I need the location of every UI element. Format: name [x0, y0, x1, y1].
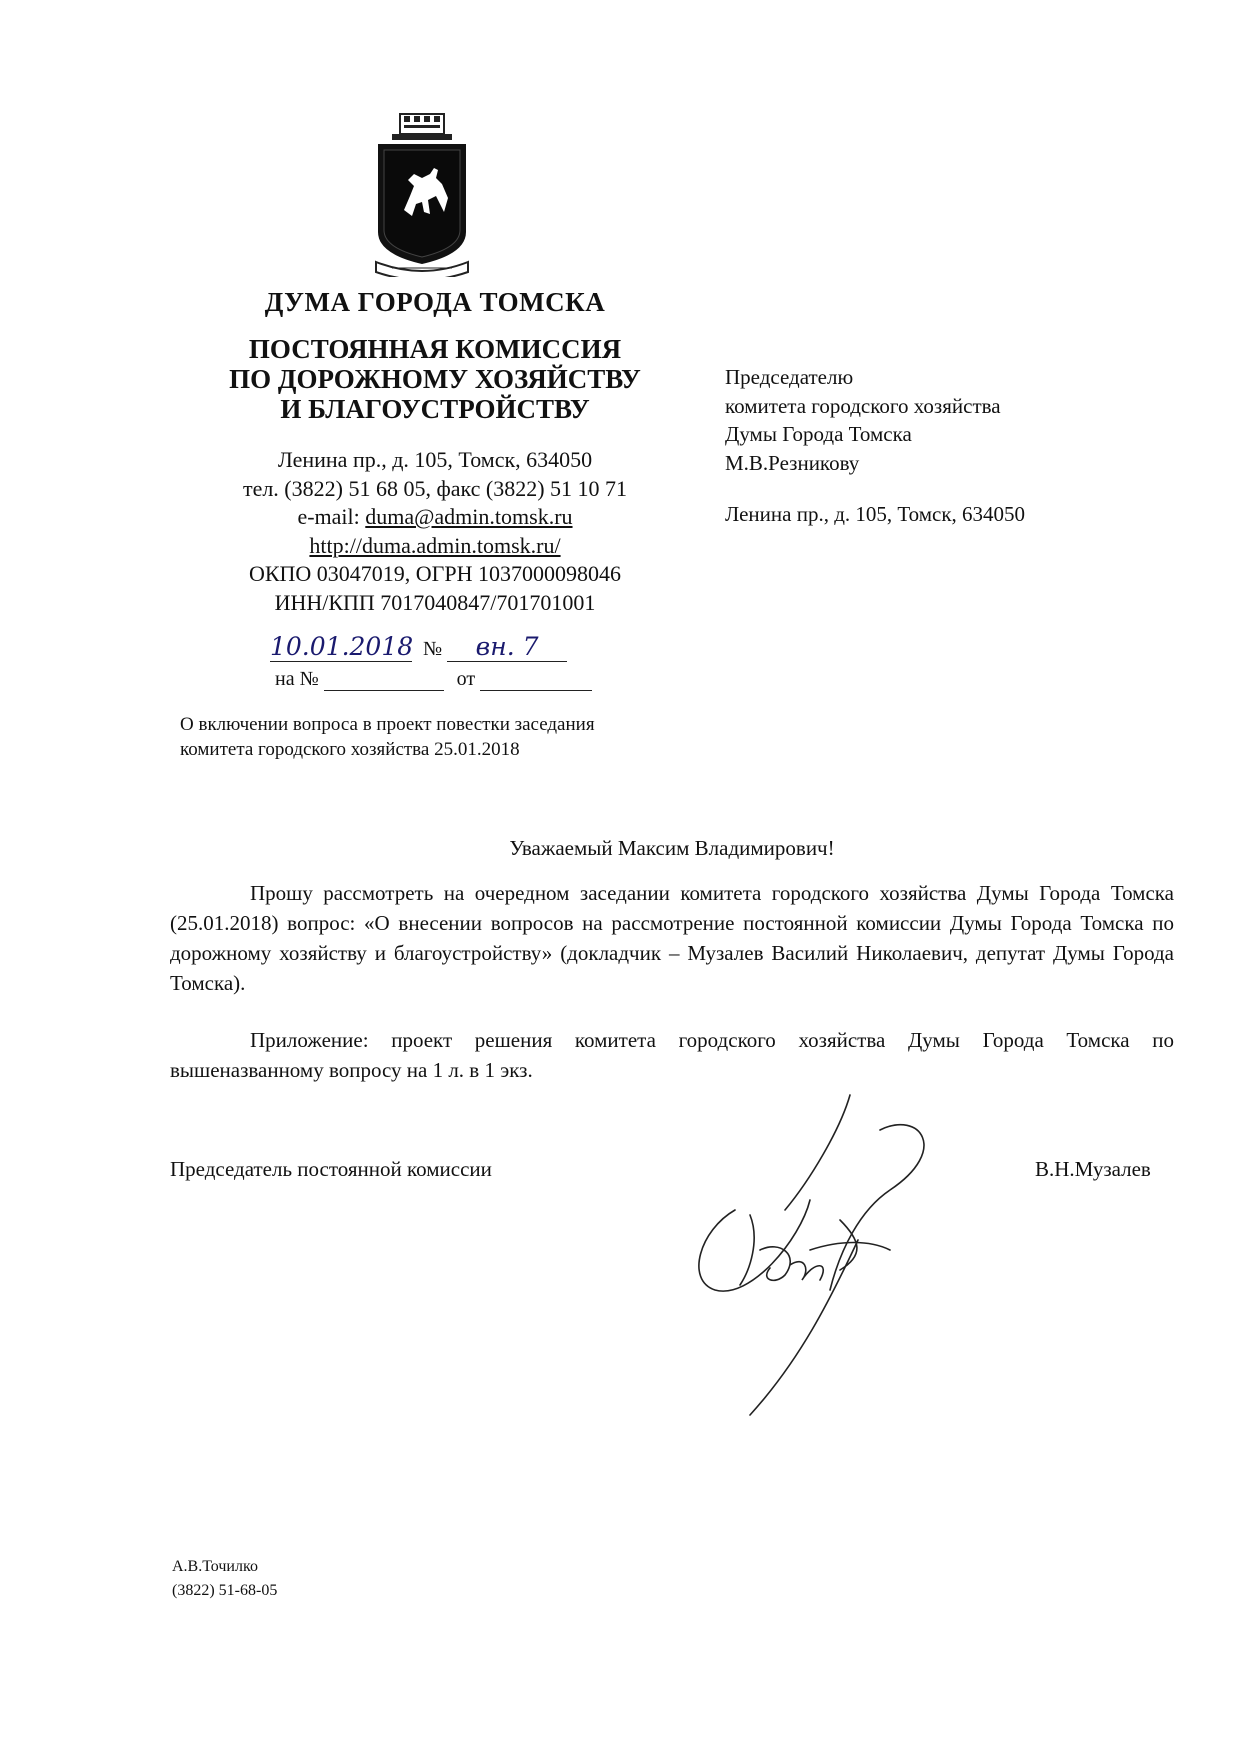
recipient-address: Ленина пр., д. 105, Томск, 634050 — [725, 502, 1026, 526]
recipient-line: Думы Города Томска — [725, 422, 912, 446]
number-label: № — [423, 638, 443, 660]
subject-line: О включении вопроса в проект повестки заседания — [180, 714, 595, 735]
from-label: от — [456, 668, 476, 690]
committee-line: И БЛАГОУСТРОЙСТВУ — [280, 394, 590, 424]
outgoing-number: вн. 7 — [447, 632, 567, 662]
signatory-position: Председатель постоянной комиссии — [170, 1157, 492, 1181]
letterhead-email-row — [190, 503, 680, 532]
recipient-block — [725, 363, 1155, 477]
body-paragraph: Прошу рассмотреть на очередном заседании комитета городского хозяйства Думы Города Томска (25.01.2018) вопрос: «О внесении вопросов на рассмотрение постоянной комиссии Думы Города Томска по дорожному хозяйству и благоустройству» (докладчик – Музалев Василий Николаевич, депутат Думы Города Томска). — [170, 881, 1174, 995]
organization-title: ДУМА ГОРОДА ТОМСКА — [264, 287, 606, 317]
email-label: e-mail: — [297, 504, 366, 529]
letter-subject — [180, 712, 700, 762]
email-link[interactable]: duma@admin.tomsk.ru — [365, 504, 573, 529]
subject-line: комитета городского хозяйства 25.01.2018 — [180, 739, 520, 760]
handwritten-signature-icon — [690, 1090, 950, 1430]
reply-ref-row — [275, 668, 615, 691]
committee-name — [190, 334, 680, 424]
letterhead-address: Ленина пр., д. 105, Томск, 634050 — [277, 447, 593, 472]
letterhead-phone: тел. (3822) 51 68 05, факс (3822) 51 10 71 — [242, 475, 628, 501]
okpo-ogrn: ОКПО 03047019, ОГРН 1037000098046 — [248, 561, 622, 586]
reply-to-label: на № — [275, 668, 319, 690]
executor-name: А.В.Точилко — [172, 1558, 258, 1575]
committee-line: ПОСТОЯННАЯ КОМИССИЯ — [248, 334, 622, 364]
inn-kpp: ИНН/КПП 7017040847/701701001 — [274, 589, 596, 615]
recipient-line: Председателю — [725, 365, 854, 389]
tomsk-coat-of-arms-icon — [370, 112, 474, 277]
reply-date-blank — [480, 668, 592, 691]
outgoing-date: 10.01.2018 — [270, 632, 414, 661]
attachment-paragraph: Приложение: проект решения комитета городского хозяйства Думы Города Томска по вышеназванному вопросу на 1 л. в 1 экз. — [170, 1028, 1174, 1082]
recipient-line: комитета городского хозяйства — [725, 393, 1001, 418]
committee-line: ПО ДОРОЖНОМУ ХОЗЯЙСТВУ — [229, 364, 641, 394]
reply-number-blank — [324, 668, 444, 691]
letterhead-contacts — [190, 446, 680, 617]
outgoing-ref-row — [270, 632, 610, 662]
executor-phone: (3822) 51-68-05 — [172, 1582, 278, 1599]
greeting: Уважаемый Максим Владимирович! — [509, 836, 835, 860]
executor-block — [172, 1555, 277, 1603]
website-link[interactable]: http://duma.admin.tomsk.ru/ — [309, 532, 561, 558]
recipient-line: М.В.Резникову — [725, 450, 860, 475]
signatory-name: В.Н.Музалев — [1035, 1157, 1151, 1181]
